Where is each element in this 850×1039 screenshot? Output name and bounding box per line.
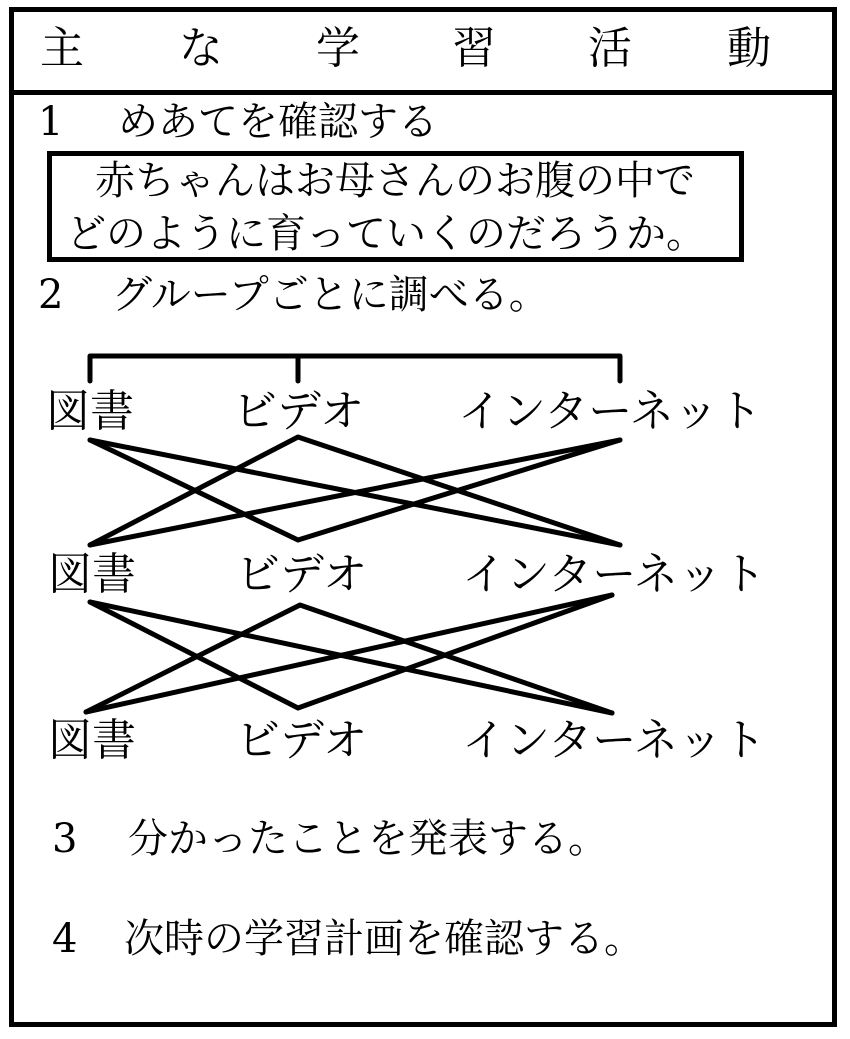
step-number: 1 [38,99,64,145]
header-char: 学 [316,23,360,74]
node-library: 図書 [48,715,136,766]
step-number: 3 [52,816,78,862]
step-text: グループごとに調べる。 [112,272,549,318]
header-char: 活 [588,23,632,74]
connection-line [90,602,612,713]
goal-line: どのように育っていくのだろうか。 [66,211,706,257]
node-video: ビデオ [236,715,368,766]
header-char: 主 [40,23,84,74]
header-char: 動 [727,23,771,74]
header-char: 習 [452,23,496,74]
node-library: 図書 [48,549,136,600]
node-internet: インターネット [462,715,767,766]
node-video: ビデオ [233,386,365,437]
step-number: 2 [38,272,64,318]
goal-line: 赤ちゃんはお母さんのお腹の中で [95,158,695,204]
node-internet: インターネット [458,386,763,437]
node-video: ビデオ [236,549,368,600]
step-number: 4 [52,916,78,962]
bracket [90,356,620,381]
header-char: な [179,23,223,74]
step-text: 次時の学習計画を確認する。 [124,916,644,962]
node-library: 図書 [46,386,134,437]
step-text: 分かったことを発表する。 [128,816,608,862]
step-text: めあてを確認する [118,99,438,145]
node-internet: インターネット [462,549,767,600]
